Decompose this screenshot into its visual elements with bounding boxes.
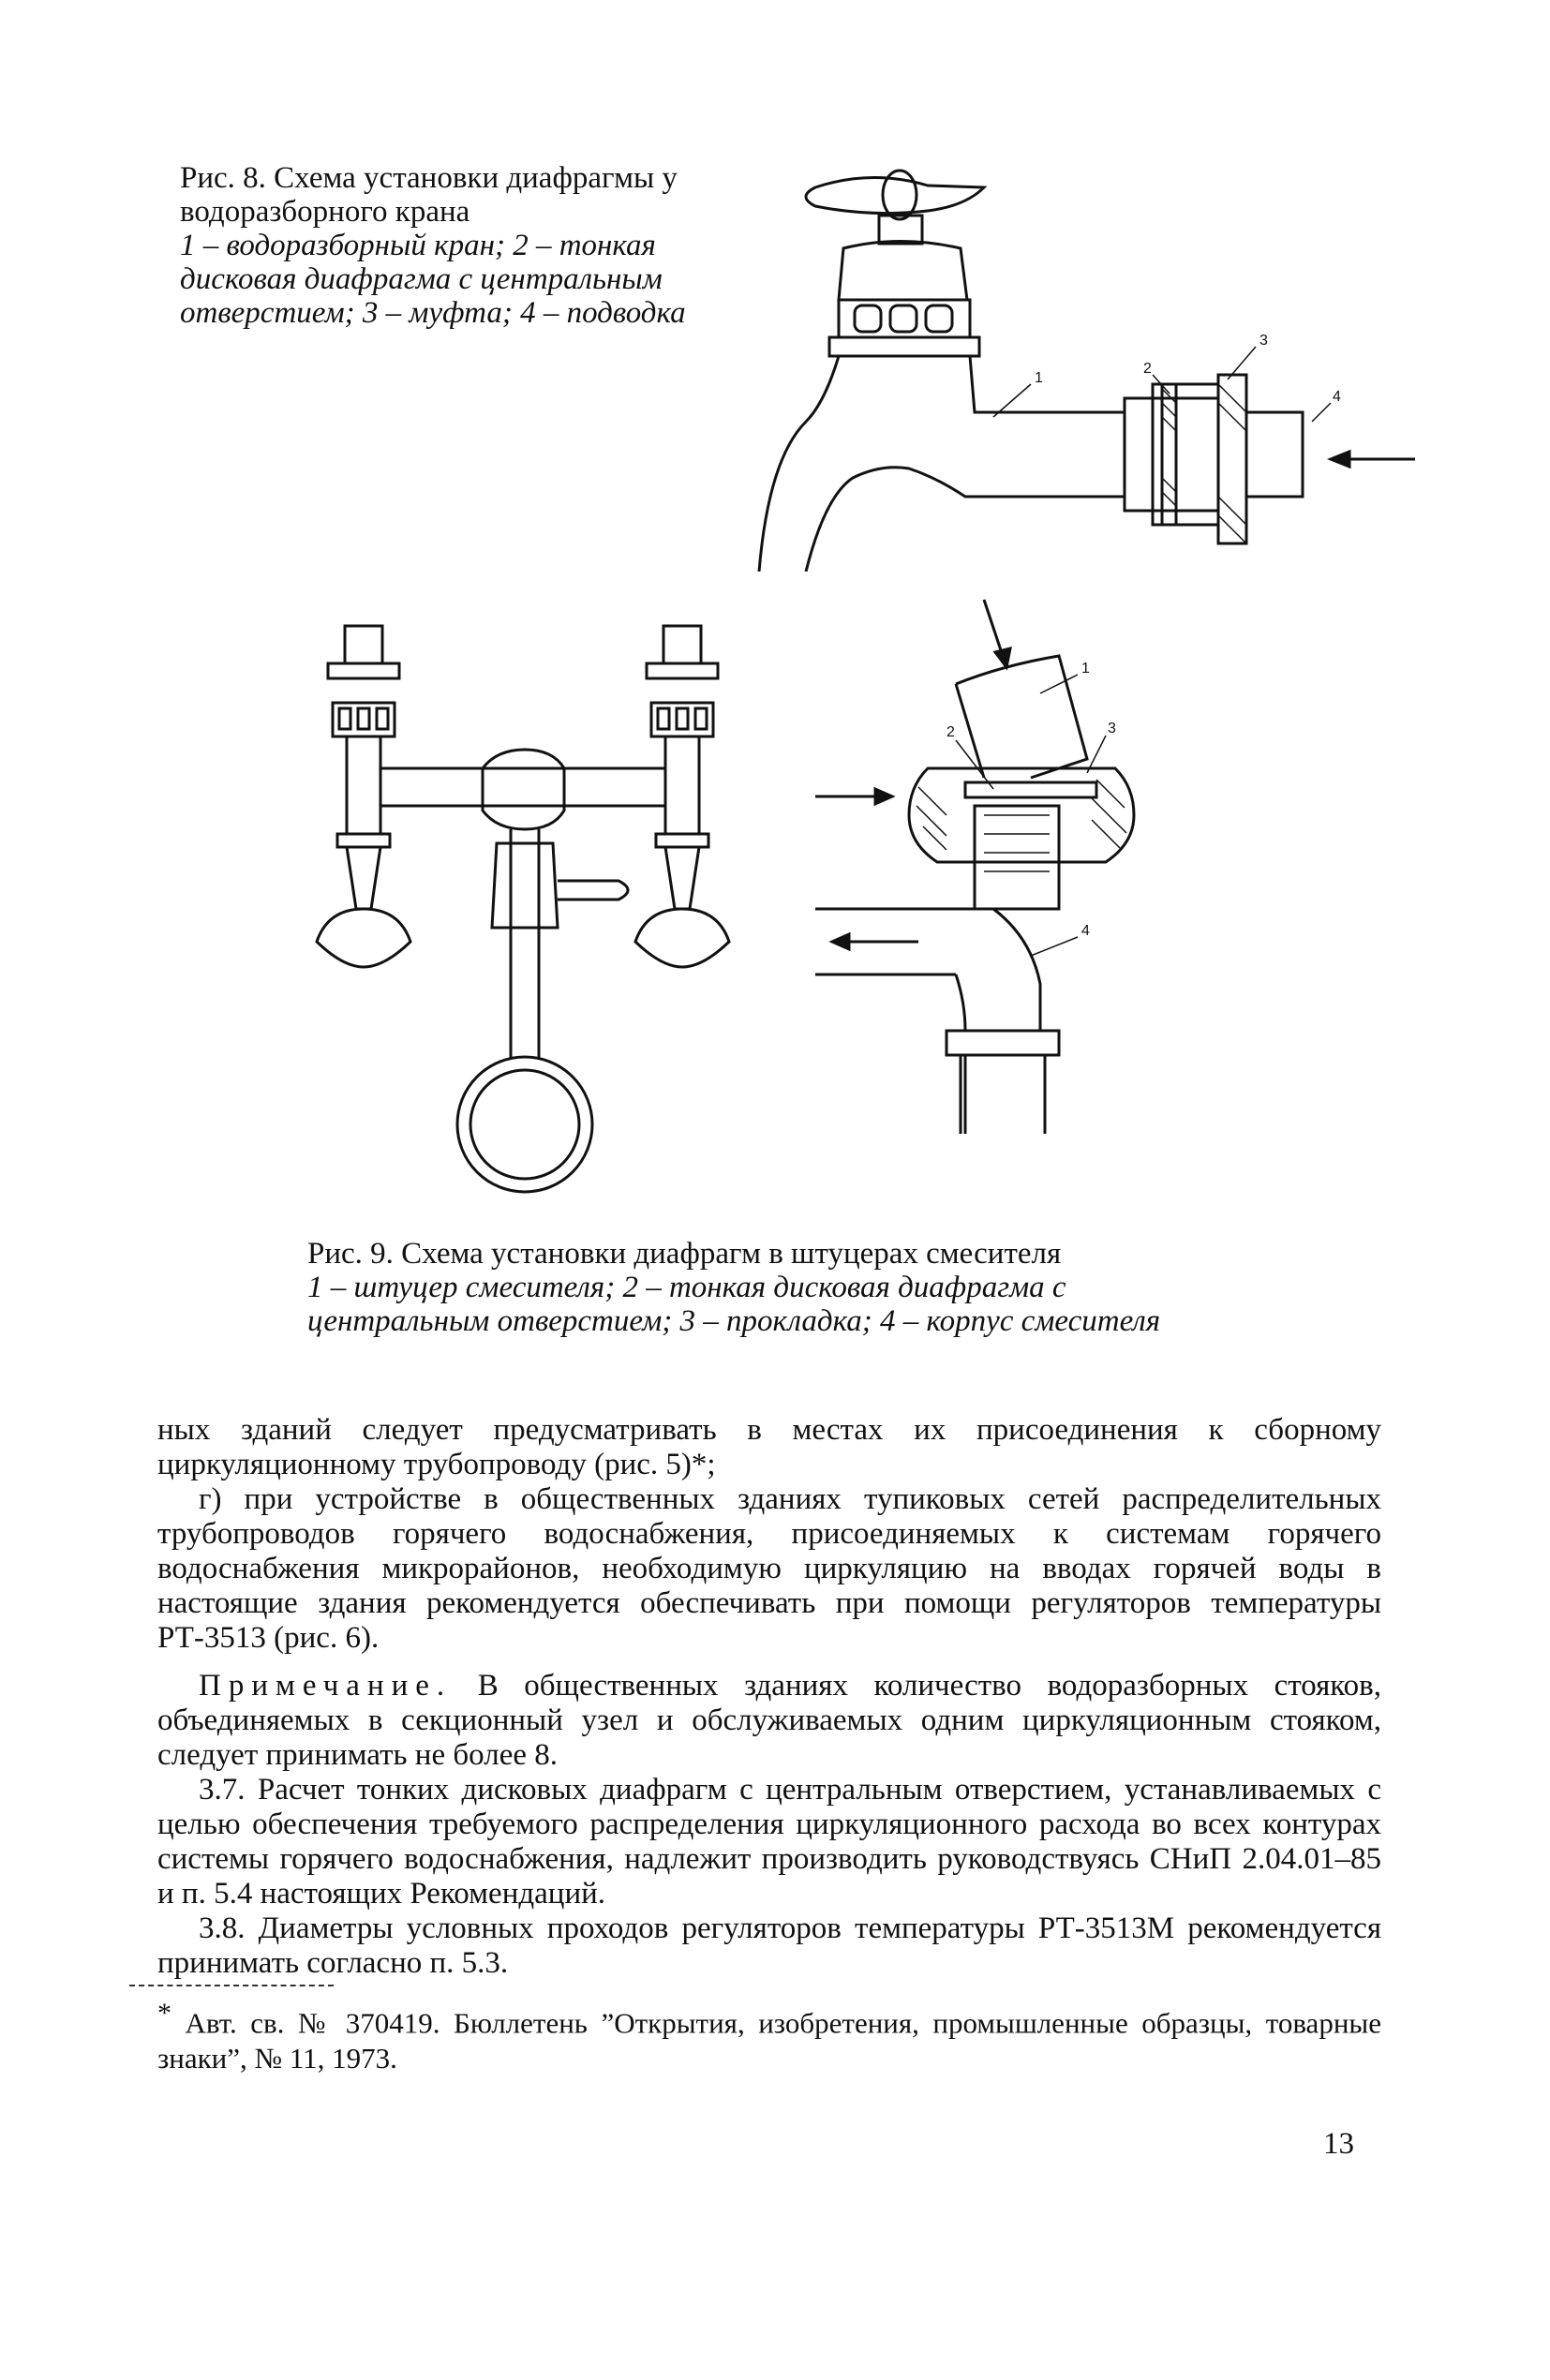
fig8-label-3: 3 xyxy=(1259,333,1268,349)
fig9-mixer-drawing xyxy=(309,618,797,1218)
fig9-caption-legend: 1 – штуцер смесителя; 2 – тонкая дисковая диафрагма с центральным отверстием; 3 – прокладка; 4 – корпус смесителя xyxy=(307,1271,1161,1338)
fig9-section-drawing xyxy=(806,581,1237,1143)
footnote-text: Авт. св. № 370419. Бюллетень ”Открытия, изобретения, промышленные образцы, товарные знаки”, № 11, 1973. xyxy=(157,2006,1381,2075)
fig9-label-4: 4 xyxy=(1081,923,1090,939)
paragraph-continuation: ных зданий следует предусматривать в местах их присоединения к сборному циркуляционному трубопроводу (рис. 5)*; xyxy=(157,1413,1381,1481)
fig8-caption-title: Рис. 8. Схема установки диафрагмы у водоразборного крана xyxy=(180,161,678,229)
paragraph-3-8: 3.8. Диаметры условных проходов регуляторов температуры РТ-3513М рекомендуется принимать согласно п. 5.3. xyxy=(157,1911,1381,1980)
fig8-caption-legend: 1 – водоразборный кран; 2 – тонкая дисковая диафрагма с центральным отверстием; 3 – муфта; 4 – подводка xyxy=(180,229,686,330)
fig8-label-2: 2 xyxy=(1143,361,1152,377)
note-paragraph xyxy=(157,1669,1381,1773)
page-number: 13 xyxy=(1323,2127,1354,2161)
fig8-caption xyxy=(180,161,733,330)
fig9-caption xyxy=(307,1237,1207,1338)
footnote-divider xyxy=(129,1985,334,1986)
fig8-tap-drawing xyxy=(750,159,1424,572)
fig9-label-2: 2 xyxy=(946,724,955,740)
footnote xyxy=(157,1996,1381,2076)
note-text: В общественных зданиях количество водоразборных стояков, объединяемых в секционный узел и обслуживаемых одним циркуляционным стояком, следует принимать не более 8. xyxy=(157,1669,1381,1772)
fig8-label-4: 4 xyxy=(1333,389,1341,405)
body-text xyxy=(157,1413,1381,1981)
fig9-caption-title: Рис. 9. Схема установки диафрагм в штуцерах смесителя xyxy=(307,1237,1062,1271)
paragraph-g: г) при устройстве в общественных зданиях тупиковых сетей распределительных трубопроводов горячего водоснабжения, присоединяемых к системам горячего водоснабжения микрорайонов, необходимую циркуляцию на вводах горячей воды в настоящие здания рекомендуется обеспечивать при помощи регуляторов температуры РТ-3513 (рис. 6). xyxy=(157,1482,1381,1655)
fig9-label-3: 3 xyxy=(1108,721,1116,736)
fig8-label-1: 1 xyxy=(1035,370,1043,386)
fig9-label-1: 1 xyxy=(1081,661,1090,677)
footnote-mark: * xyxy=(157,1998,171,2029)
paragraph-3-7: 3.7. Расчет тонких дисковых диафрагм с центральным отверстием, устанавливаемых с целью обеспечения требуемого распределения циркуляционного расхода во всех контурах системы горячего водоснабжения, надлежит производить руководствуясь СНиП 2.04.01–85 и п. 5.4 настоящих Рекомендаций. xyxy=(157,1773,1381,1911)
note-label: Примечание. xyxy=(199,1669,453,1703)
